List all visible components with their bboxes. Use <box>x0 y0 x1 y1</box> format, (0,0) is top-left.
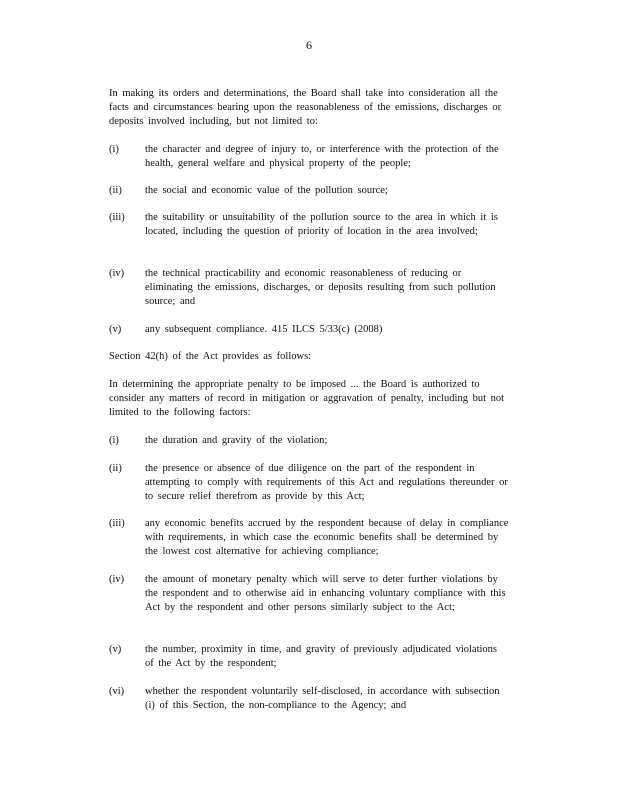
list-item-number: (iv) <box>109 574 125 585</box>
list-item <box>109 267 509 309</box>
list-item-text: whether the respondent voluntarily self-disclosed, in accordance with subsection (i) of this Section, the non-compliance to the Agency; and <box>145 686 500 711</box>
list-item-text: the character and degree of injury to, or interference with the protection of the health, general welfare and physical property of the people; <box>145 144 499 169</box>
list-item-text: the amount of monetary penalty which will serve to deter further violations by the respondent and to otherwise aid in enhancing voluntary compliance with this Act by the respondent and other persons similarly subject to the Act; <box>145 574 506 613</box>
section-heading: Section 42(h) of the Act provides as follows: <box>109 351 312 362</box>
list-item <box>109 323 509 337</box>
list-item-number: (v) <box>109 644 122 655</box>
list-item <box>109 462 509 504</box>
list-item-number: (vi) <box>109 686 125 697</box>
page-number: 6 <box>306 38 312 52</box>
list-item-number: (iv) <box>109 268 125 279</box>
list-item-text: the social and economic value of the pollution source; <box>145 185 388 196</box>
list-item-number: (v) <box>109 324 122 335</box>
list-item <box>109 143 509 171</box>
list-item <box>109 685 509 713</box>
list-item <box>109 517 509 559</box>
intro-paragraph-two: In determining the appropriate penalty to be imposed ... the Board is authorized to consider any matters of record in mitigation or aggravation of penalty, including but not limited to the following factors: <box>109 379 505 418</box>
list-item-text: any economic benefits accrued by the respondent because of delay in compliance with requirements, in which case the economic benefits shall be determined by the lowest cost alternative for achieving compliance; <box>145 518 509 557</box>
list-item-number: (ii) <box>109 185 122 196</box>
list-item-number: (i) <box>109 144 119 155</box>
list-item-number: (iii) <box>109 518 125 529</box>
list-item <box>109 184 509 198</box>
list-item-number: (i) <box>109 435 119 446</box>
list-item-text: any subsequent compliance. 415 ILCS 5/33(c) (2008) <box>145 324 383 335</box>
list-item-text: the presence or absence of due diligence on the part of the respondent in attempting to comply with requirements of this Act and regulations thereunder or to secure relief therefrom as provide by this Act; <box>145 463 508 502</box>
list-item-number: (ii) <box>109 463 122 474</box>
list-item <box>109 434 509 448</box>
list-item-text: the duration and gravity of the violation; <box>145 435 328 446</box>
list-item-text: the number, proximity in time, and gravity of previously adjudicated violations of the Act by the respondent; <box>145 644 498 669</box>
list-item <box>109 643 509 671</box>
list-item-number: (iii) <box>109 212 125 223</box>
list-item-text: the technical practicability and economic reasonableness of reducing or eliminating the emissions, discharges, or deposits resulting from such pollution source; and <box>145 268 496 307</box>
list-item <box>109 211 509 239</box>
list-item <box>109 573 509 615</box>
intro-paragraph: In making its orders and determinations, the Board shall take into consideration all the facts and circumstances bearing upon the reasonableness of the emissions, discharges or deposits involved including, but not limited to: <box>109 88 502 127</box>
list-item-text: the suitability or unsuitability of the pollution source to the area in which it is located, including the question of priority of location in the area involved; <box>145 212 498 237</box>
